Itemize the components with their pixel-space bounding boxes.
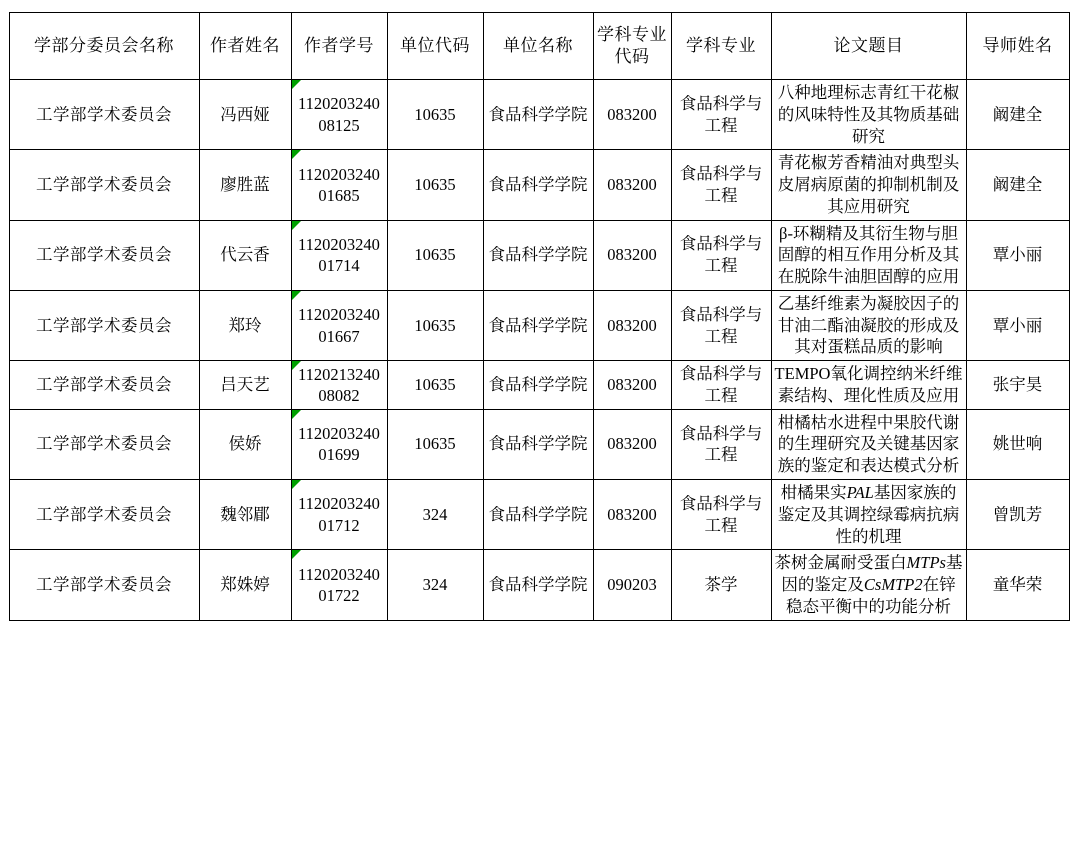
comment-marker-icon [292,291,301,300]
table-row [9,409,1069,479]
cell-author: 郑玲 [199,290,291,360]
column-header-thesis-title: 论文题目 [771,13,966,80]
cell-advisor: 覃小丽 [966,220,1069,290]
student-id-text: 112020324001722 [298,564,380,605]
cell-unit-name: 食品科学学院 [483,220,593,290]
cell-major: 食品科学与工程 [671,409,771,479]
cell-advisor: 阚建全 [966,80,1069,150]
cell-major-code: 090203 [593,550,671,620]
cell-major: 食品科学与工程 [671,150,771,220]
cell-advisor: 张宇昊 [966,361,1069,410]
column-header-student-id: 作者学号 [291,13,387,80]
cell-major-code: 083200 [593,480,671,550]
student-id-text: 112021324008082 [298,364,380,405]
cell-thesis: 茶树金属耐受蛋白MTPs基因的鉴定及CsMTP2在锌稳态平衡中的功能分析 [771,550,966,620]
cell-unit-code: 10635 [387,80,483,150]
student-id-text: 112020324001685 [298,164,380,205]
table-row [9,361,1069,410]
cell-student-id [291,220,387,290]
student-id-text: 112020324001714 [298,234,380,276]
comment-marker-icon [292,480,301,489]
cell-committee: 工学部学术委员会 [9,480,199,550]
cell-committee: 工学部学术委员会 [9,150,199,220]
cell-major: 食品科学与工程 [671,220,771,290]
cell-thesis: 八种地理标志青红干花椒的风味特性及其物质基础研究 [771,80,966,150]
cell-author: 魏邻郿 [199,480,291,550]
cell-major-code: 083200 [593,361,671,410]
cell-student-id [291,150,387,220]
cell-student-id [291,361,387,410]
cell-thesis: 乙基纤维素为凝胶因子的甘油二酯油凝胶的形成及其对蛋糕品质的影响 [771,290,966,360]
thesis-table [9,12,1070,621]
cell-major: 食品科学与工程 [671,80,771,150]
header-row [9,13,1069,80]
cell-unit-code: 10635 [387,220,483,290]
column-header-major-code: 学科专业代码 [593,13,671,80]
cell-committee: 工学部学术委员会 [9,409,199,479]
cell-committee: 工学部学术委员会 [9,290,199,360]
cell-advisor: 曾凯芳 [966,480,1069,550]
cell-committee: 工学部学术委员会 [9,220,199,290]
table-row [9,150,1069,220]
comment-marker-icon [292,410,301,419]
cell-committee: 工学部学术委员会 [9,550,199,620]
cell-unit-code: 10635 [387,361,483,410]
column-header-unit-name: 单位名称 [483,13,593,80]
table-body [9,80,1069,621]
cell-unit-name: 食品科学学院 [483,550,593,620]
student-id-text: 112020324001667 [298,305,380,346]
cell-unit-name: 食品科学学院 [483,361,593,410]
cell-author: 侯娇 [199,409,291,479]
cell-advisor: 姚世响 [966,409,1069,479]
comment-marker-icon [292,361,301,370]
student-id-text: 112020324001699 [298,423,380,465]
column-header-unit-code: 单位代码 [387,13,483,80]
table-row [9,550,1069,620]
cell-thesis: TEMPO氧化调控纳米纤维素结构、理化性质及应用 [771,361,966,410]
cell-major-code: 083200 [593,150,671,220]
cell-advisor: 阚建全 [966,150,1069,220]
cell-unit-name: 食品科学学院 [483,480,593,550]
column-header-advisor: 导师姓名 [966,13,1069,80]
cell-unit-name: 食品科学学院 [483,290,593,360]
table-header [9,13,1069,80]
cell-advisor: 覃小丽 [966,290,1069,360]
cell-major: 食品科学与工程 [671,361,771,410]
student-id-text: 112020324001712 [298,494,380,535]
cell-major-code: 083200 [593,220,671,290]
column-header-major: 学科专业 [671,13,771,80]
cell-unit-code: 10635 [387,290,483,360]
comment-marker-icon [292,150,301,159]
comment-marker-icon [292,550,301,559]
cell-committee: 工学部学术委员会 [9,80,199,150]
cell-thesis: β-环糊精及其衍生物与胆固醇的相互作用分析及其在脱除牛油胆固醇的应用 [771,220,966,290]
cell-author: 代云香 [199,220,291,290]
cell-committee: 工学部学术委员会 [9,361,199,410]
cell-student-id [291,80,387,150]
table-row [9,290,1069,360]
cell-major: 食品科学与工程 [671,480,771,550]
column-header-author: 作者姓名 [199,13,291,80]
cell-unit-code: 324 [387,480,483,550]
table-row [9,80,1069,150]
cell-advisor: 童华荣 [966,550,1069,620]
cell-thesis: 柑橘果实PAL基因家族的鉴定及其调控绿霉病抗病性的机理 [771,480,966,550]
cell-unit-name: 食品科学学院 [483,150,593,220]
table-row [9,480,1069,550]
cell-author: 冯西娅 [199,80,291,150]
cell-author: 廖胜蓝 [199,150,291,220]
comment-marker-icon [292,80,301,89]
cell-student-id [291,550,387,620]
cell-thesis: 青花椒芳香精油对典型头皮屑病原菌的抑制机制及其应用研究 [771,150,966,220]
cell-major-code: 083200 [593,290,671,360]
comment-marker-icon [292,221,301,230]
cell-student-id [291,480,387,550]
cell-author: 吕天艺 [199,361,291,410]
cell-unit-code: 10635 [387,409,483,479]
cell-student-id [291,409,387,479]
cell-unit-name: 食品科学学院 [483,80,593,150]
cell-unit-code: 10635 [387,150,483,220]
student-id-text: 112020324008125 [298,94,380,135]
cell-unit-name: 食品科学学院 [483,409,593,479]
cell-major-code: 083200 [593,409,671,479]
cell-unit-code: 324 [387,550,483,620]
cell-major-code: 083200 [593,80,671,150]
table-row [9,220,1069,290]
cell-author: 郑姝婷 [199,550,291,620]
cell-major: 食品科学与工程 [671,290,771,360]
column-header-committee: 学部分委员会名称 [9,13,199,80]
cell-major: 茶学 [671,550,771,620]
cell-student-id [291,290,387,360]
cell-thesis: 柑橘枯水进程中果胶代谢的生理研究及关键基因家族的鉴定和表达模式分析 [771,409,966,479]
